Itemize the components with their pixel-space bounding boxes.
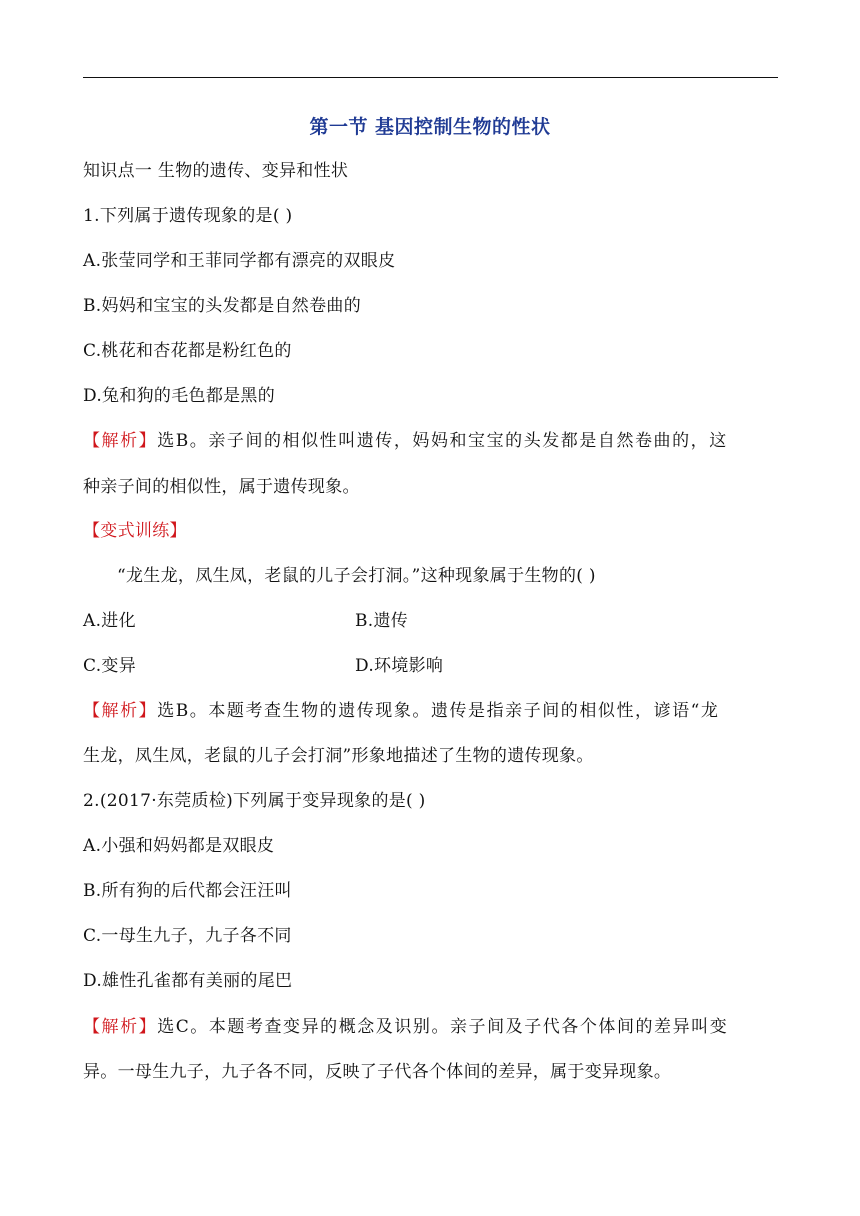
q1-analysis	[83, 430, 728, 452]
variant-analysis-text: 选B。本题考查生物的遗传现象。遗传是指亲子间的相似性，谚语“龙	[157, 701, 720, 721]
q1-analysis-cont: 种亲子间的相似性，属于遗传现象。	[83, 477, 360, 497]
q1-option-c: C.桃花和杏花都是粉红色的	[83, 341, 292, 361]
variant-option-c: C.变异	[83, 656, 137, 676]
q2-option-c: C.一母生九子，九子各不同	[83, 926, 292, 946]
q1-analysis-tag: 【解析】	[83, 431, 158, 451]
q1-option-d: D.兔和狗的毛色都是黑的	[83, 386, 276, 406]
q1-analysis-text: 选B。亲子间的相似性叫遗传，妈妈和宝宝的头发都是自然卷曲的，这	[157, 431, 728, 451]
q2-analysis-tag: 【解析】	[83, 1017, 158, 1037]
q2-option-a: A.小强和妈妈都是双眼皮	[83, 836, 275, 856]
q2-analysis-text: 选C。本题考查变异的概念及识别。亲子间及子代各个体间的差异叫变	[157, 1017, 729, 1037]
q2-option-b: B.所有狗的后代都会汪汪叫	[83, 881, 292, 901]
variant-tag: 【变式训练】	[83, 521, 187, 541]
variant-option-d: D.环境影响	[355, 656, 444, 676]
section-heading: 知识点一 生物的遗传、变异和性状	[83, 161, 349, 181]
variant-analysis	[83, 700, 719, 722]
variant-option-b: B.遗传	[355, 611, 409, 631]
variant-option-a: A.进化	[83, 611, 136, 631]
variant-analysis-tag: 【解析】	[83, 701, 158, 721]
q1-option-a: A.张莹同学和王菲同学都有漂亮的双眼皮	[83, 251, 396, 271]
header-rule	[83, 77, 778, 78]
variant-analysis-cont: 生龙，凤生凤，老鼠的儿子会打洞”形象地描述了生物的遗传现象。	[83, 746, 594, 766]
q2-option-d: D.雄性孔雀都有美丽的尾巴	[83, 971, 293, 991]
q2-analysis-cont: 异。一母生九子，九子各不同，反映了子代各个体间的差异，属于变异现象。	[83, 1062, 672, 1082]
page-title: 第一节 基因控制生物的性状	[309, 116, 551, 138]
q2-analysis	[83, 1016, 728, 1038]
variant-stem: “龙生龙，凤生凤，老鼠的儿子会打洞。”这种现象属于生物的( )	[117, 566, 596, 586]
q1-option-b: B.妈妈和宝宝的头发都是自然卷曲的	[83, 296, 361, 316]
q1-stem: 1.下列属于遗传现象的是( )	[83, 206, 293, 226]
q2-stem: 2.(2017·东莞质检)下列属于变异现象的是( )	[83, 791, 426, 811]
